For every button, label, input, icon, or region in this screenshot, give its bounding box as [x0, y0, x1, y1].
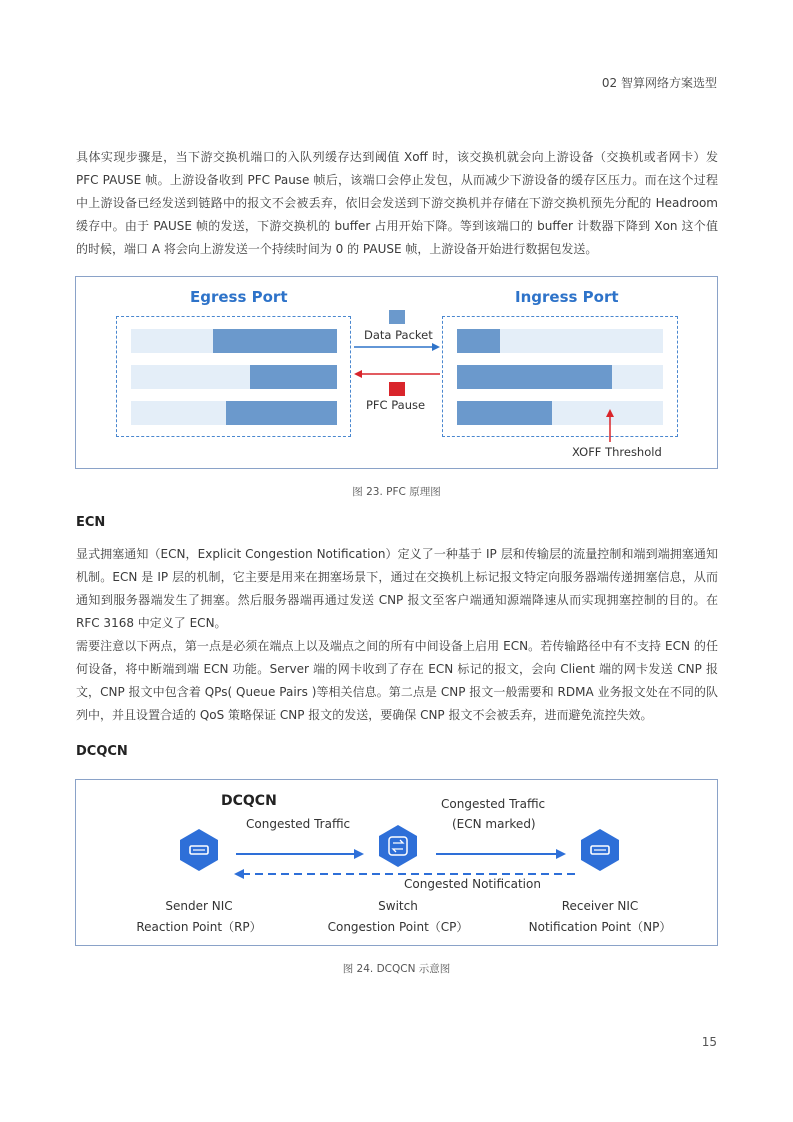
data-packet-label: Data Packet [364, 328, 433, 342]
egress-port-title: Egress Port [190, 288, 288, 306]
pfc-pause-arrow [352, 368, 442, 380]
figure-24-caption: 图 24. DCQCN 示意图 [342, 963, 451, 975]
ingress-queue [457, 329, 663, 353]
egress-queue-fill [226, 401, 337, 425]
pfc-pause-label: PFC Pause [366, 398, 426, 412]
paragraph-ecn-notes: 需要注意以下两点，第一点是必须在端点上以及端点之间的所有中间设备上启用 ECN。若传输路径中有不支持 ECN 的任何设备，将中断端到端 ECN 功能。Server 端的网卡收到了存在 ECN 标记的报文，会向 Client 端的网卡发送 CNP 报文，CNP 报文中包含着 QPs( Queue Pairs )等相关信息。第二点是 CNP 报文一般需要和 RDMA 业务报文处在不同的队列中，并且设置合适的 QoS 策略保证 CNP 报文的发送，要确保 CNP 报文不会被丢弃，进而避免流控失效。 [76, 639, 718, 722]
congested-traffic-label: Congested Traffic [246, 817, 351, 831]
dcqcn-diagram-title: DCQCN [221, 793, 277, 809]
ingress-queue-fill [457, 329, 500, 353]
congested-traffic-ecn-label: Congested Traffic [441, 797, 546, 811]
page-number: 15 [701, 1035, 717, 1049]
ecn-heading: ECN [76, 515, 106, 530]
egress-queue [131, 401, 337, 425]
egress-port-box [116, 316, 351, 437]
receiver-nic-label: Receiver NIC [561, 899, 639, 913]
congested-notification-label: Congested Notification [404, 877, 541, 891]
data-packet-arrow [352, 341, 442, 353]
receiver-nic-icon [578, 828, 622, 872]
figure-dcqcn [75, 779, 718, 946]
egress-queue-fill [250, 365, 337, 389]
figure-23-caption: 图 23. PFC 原理图 [352, 486, 441, 498]
figure-pfc [75, 276, 718, 469]
egress-queue-fill [213, 329, 337, 353]
paragraph-ecn-definition: 显式拥塞通知（ECN，Explicit Congestion Notification）定义了一种基于 IP 层和传输层的流量控制和端到端拥塞通知机制。ECN 是 IP 层的机制，它主要是用来在拥塞场景下，通过在交换机上标记报文特定向服务器端传递拥塞信息，从而通知到服务器端发生了拥塞。然后服务器端再通过发送 CNP 报文至客户端通知源端降速从而实现拥塞控制的目的。在 RFC 3168 中定义了 ECN。 [76, 547, 718, 630]
ingress-queue [457, 401, 663, 425]
egress-queue [131, 365, 337, 389]
switch-label: Switch [378, 899, 418, 913]
data-packet-icon [389, 310, 405, 324]
reaction-point-label: Reaction Point（RP） [136, 920, 262, 934]
switch-to-receiver-arrow [434, 848, 568, 860]
sender-nic-icon [177, 828, 221, 872]
ecn-marked-label: (ECN marked) [452, 817, 536, 831]
page-header: 02 智算网络方案选型 [601, 76, 717, 90]
xoff-threshold-arrow [604, 408, 616, 444]
xoff-threshold-label: XOFF Threshold [572, 445, 662, 459]
congestion-point-label: Congestion Point（CP） [327, 920, 469, 934]
notification-point-label: Notification Point（NP） [528, 920, 672, 934]
ingress-queue [457, 365, 663, 389]
dcqcn-heading: DCQCN [76, 744, 128, 759]
ingress-queue-fill [457, 365, 612, 389]
sender-nic-label: Sender NIC [165, 899, 233, 913]
ingress-port-box [442, 316, 678, 437]
ingress-queue-fill [457, 401, 552, 425]
switch-icon [376, 824, 420, 868]
paragraph-pfc-steps: 具体实现步骤是，当下游交换机端口的入队列缓存达到阈值 Xoff 时，该交换机就会向上游设备（交换机或者网卡）发 PFC PAUSE 帧。上游设备收到 PFC Pause 帧后，该端口会停止发包，从而减少下游设备的缓存区压力。而在这个过程中上游设备已经发送到链路中的报文不会被丢弃，依旧会发送到下游交换机并存储在下游交换机预先分配的 Headroom 缓存中。由于 PAUSE 帧的发送，下游交换机的 buffer 占用开始下降。等到该端口的 buffer 计数器下降到 Xon 这个值的时候，端口 A 将会向上游发送一个持续时间为 0 的 PAUSE 帧，上游设备开始进行数据包发送。 [76, 150, 718, 256]
sender-to-switch-arrow [234, 848, 366, 860]
egress-queue [131, 329, 337, 353]
ingress-port-title: Ingress Port [515, 288, 619, 306]
pfc-pause-icon [389, 382, 405, 396]
